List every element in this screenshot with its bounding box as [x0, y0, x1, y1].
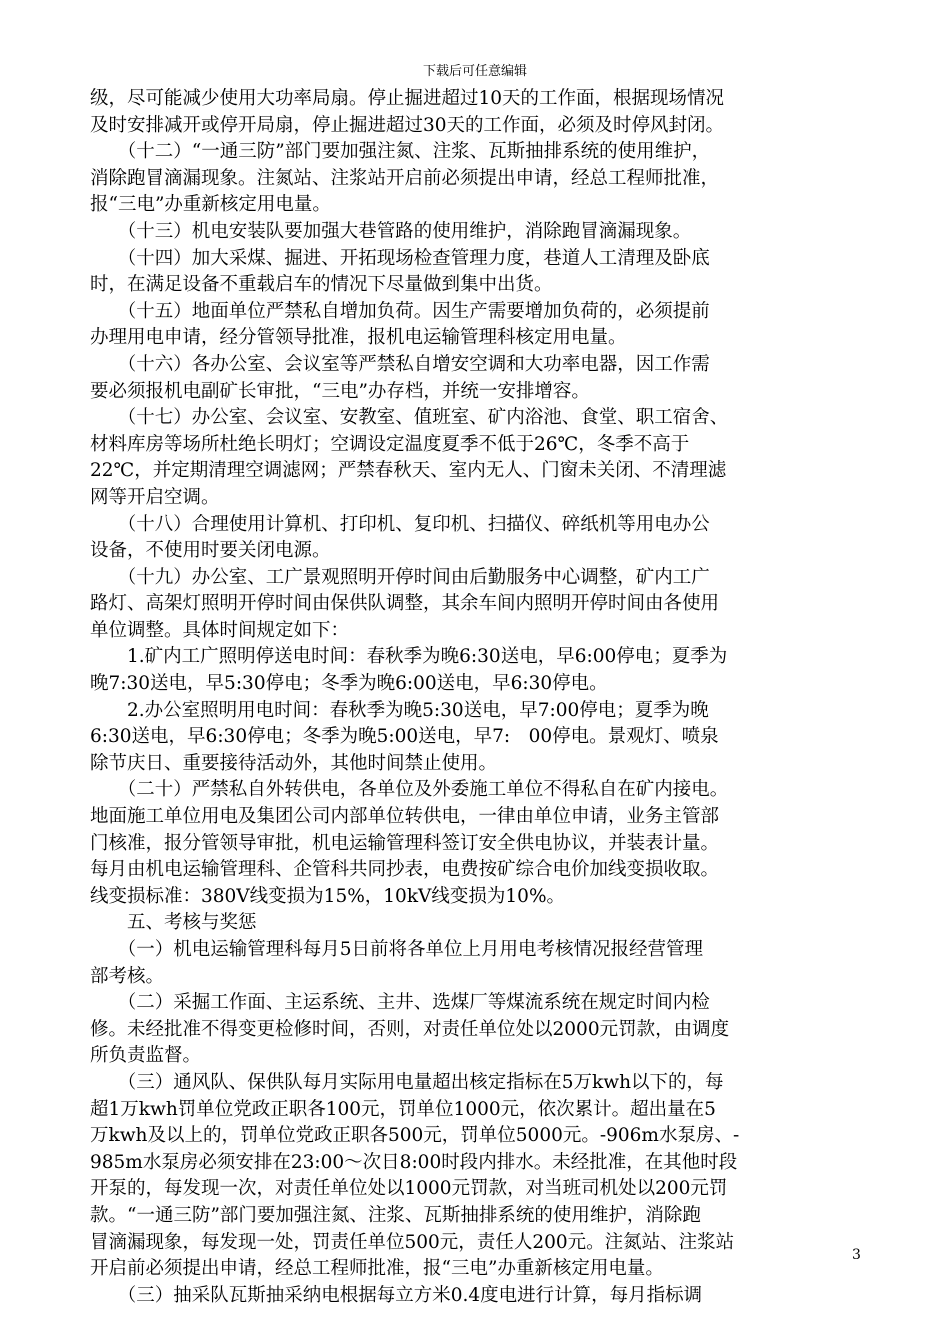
- text-line: 单位调整。具体时间规定如下：: [90, 619, 350, 641]
- text-line: 报“三电”办重新核定用电量。: [90, 194, 331, 216]
- text-line: （二十）严禁私自外转供电，各单位及外委施工单位不得私自在矿内接电。: [90, 779, 729, 801]
- text-line: （十八）合理使用计算机、打印机、复印机、扫描仪、碎纸机等用电办公: [90, 513, 710, 535]
- text-line: 万kwh及以上的，罚单位党政正职各500元，罚单位5000元。-906m水泵房、-: [90, 1125, 740, 1147]
- text-line: （十九）办公室、工广景观照明开停时间由后勤服务中心调整，矿内工广: [90, 566, 710, 588]
- text-line: 冒滴漏现象，每发现一处，罚责任单位500元，责任人200元。注氮站、注浆站: [90, 1231, 735, 1253]
- text-line: 五、考核与奖惩: [90, 912, 257, 934]
- text-line: （二）采掘工作面、主运系统、主井、选煤厂等煤流系统在规定时间内检: [90, 992, 710, 1014]
- text-line: （十五）地面单位严禁私自增加负荷。因生产需要增加负荷的，必须提前: [90, 300, 710, 322]
- text-line: 6:30送电，早6:30停电；冬季为晚5:00送电，早7: 00停电。景观灯、喷泉: [90, 726, 719, 748]
- text-line: 要必须报机电副矿长审批，“三电”办存档，并统一安排增容。: [90, 380, 590, 402]
- text-line: 线变损标准：380V线变损为15%，10kV线变损为10%。: [90, 885, 566, 907]
- text-line: 晚7:30送电，早5:30停电；冬季为晚6:00送电，早6:30停电。: [90, 673, 608, 695]
- text-line: （三）抽采队瓦斯抽采纳电根据每立方米0.4度电进行计算，每月指标调: [90, 1284, 703, 1306]
- text-line: 开启前必须提出申请，经总工程师批准，报“三电”办重新核定用电量。: [90, 1258, 664, 1280]
- text-line: 设备，不使用时要关闭电源。: [90, 540, 331, 562]
- text-line: 开泵的，每发现一次，对责任单位处以1000元罚款，对当班司机处以200元罚: [90, 1178, 728, 1200]
- text-line: 超1万kwh罚单位党政正职各100元，罚单位1000元，依次累计。超出量在5: [90, 1098, 716, 1120]
- text-line: 消除跑冒滴漏现象。注氮站、注浆站开启前必须提出申请，经总工程师批准，: [90, 167, 720, 189]
- text-line: 级，尽可能减少使用大功率局扇。停止掘进超过10天的工作面，根据现场情况: [90, 88, 725, 109]
- text-line: （十六）各办公室、会议室等严禁私自增安空调和大功率电器，因工作需: [90, 353, 710, 375]
- page-header: 下载后可任意编辑: [422, 64, 527, 79]
- text-line: 路灯、高架灯照明开停时间由保供队调整，其余车间内照明开停时间由各使用: [90, 593, 720, 615]
- text-line: （十三）机电安装队要加强大巷管路的使用维护，消除跑冒滴漏现象。: [90, 220, 692, 242]
- text-line: 所负责监督。: [90, 1045, 202, 1067]
- text-line: 1.矿内工广照明停送电时间：春秋季为晚6:30送电，早6:00停电；夏季为: [90, 646, 728, 668]
- document-body: [90, 86, 870, 1309]
- text-line: 每月由机电运输管理科、企管科共同抄表，电费按矿综合电价加线变损收取。: [90, 859, 720, 881]
- text-line: 2.办公室照明用电时间：春秋季为晚5:30送电，早7:00停电；夏季为晚: [90, 699, 709, 721]
- text-line: 网等开启空调。: [90, 486, 220, 508]
- text-line: 办理用电申请，经分管领导批准，报机电运输管理科核定用电量。: [90, 327, 627, 349]
- text-line: 修。未经批准不得变更检修时间，否则，对责任单位处以2000元罚款，由调度: [90, 1018, 730, 1040]
- text-line: 及时安排减开或停开局扇，停止掘进超过30天的工作面，必须及时停风封闭。: [90, 114, 725, 136]
- page-number: 3: [852, 1247, 861, 1263]
- text-line: （三）通风队、保供队每月实际用电量超出核定指标在5万kwh以下的，每: [90, 1071, 724, 1093]
- text-line: 985m水泵房必须安排在23:00～次日8:00时段内排水。未经批准，在其他时段: [90, 1151, 738, 1173]
- text-line: 地面施工单位用电及集团公司内部单位转供电，一律由单位申请，业务主管部: [90, 806, 720, 828]
- text-line: 款。“一通三防”部门要加强注氮、注浆、瓦斯抽排系统的使用维护，消除跑: [90, 1204, 701, 1226]
- text-line: 部考核。: [90, 965, 165, 987]
- text-line: 门核准，报分管领导审批，机电运输管理科签订安全供电协议，并装表计量。: [90, 832, 720, 854]
- text-line: 材料库房等场所杜绝长明灯；空调设定温度夏季不低于26℃，冬季不高于: [90, 433, 690, 455]
- text-line: （十二）“一通三防”部门要加强注氮、注浆、瓦斯抽排系统的使用维护，: [90, 141, 711, 163]
- text-line: 除节庆日、重要接待活动外，其他时间禁止使用。: [90, 752, 498, 774]
- text-line: 时，在满足设备不重载启车的情况下尽量做到集中出货。: [90, 274, 553, 296]
- text-line: （十四）加大采煤、掘进、开拓现场检查管理力度，巷道人工清理及卧底: [90, 247, 710, 269]
- text-line: （十七）办公室、会议室、安教室、值班室、矿内浴池、食堂、职工宿舍、: [90, 407, 729, 429]
- text-line: 22℃，并定期清理空调滤网；严禁春秋天、室内无人、门窗未关闭、不清理滤: [90, 460, 727, 482]
- text-line: （一）机电运输管理科每月5日前将各单位上月用电考核情况报经营管理: [90, 939, 704, 960]
